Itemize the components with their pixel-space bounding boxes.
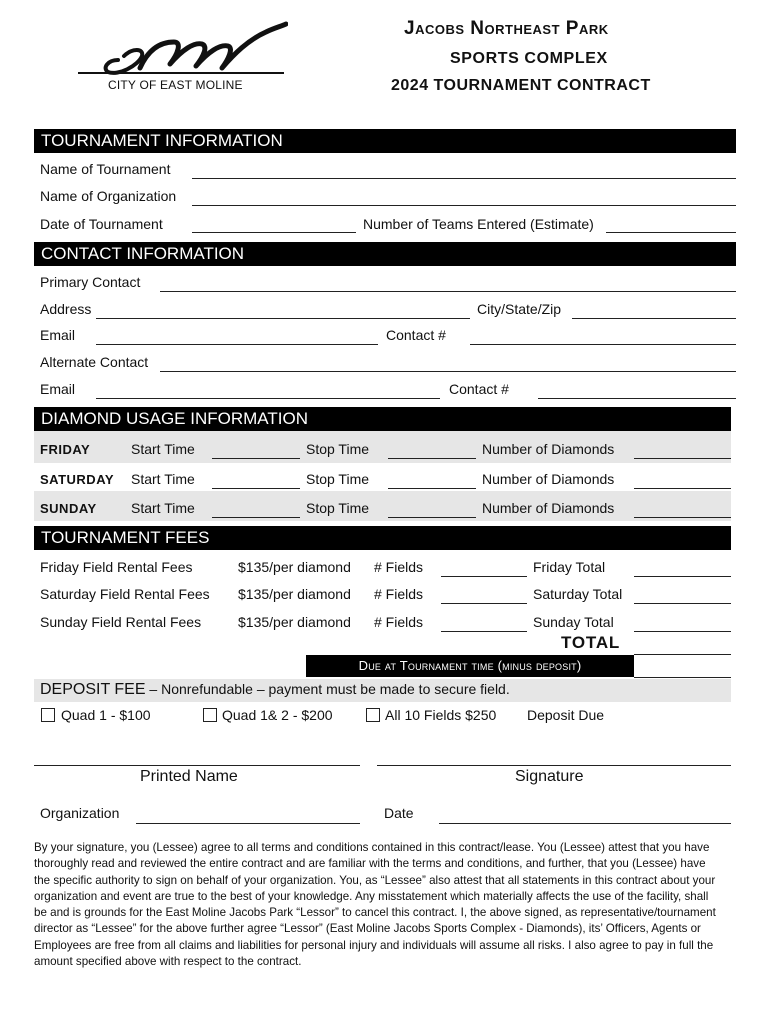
field-fee-total-saturday[interactable] <box>634 603 731 604</box>
field-sunday-stop[interactable] <box>388 517 476 518</box>
field-fee-total-friday[interactable] <box>634 576 731 577</box>
label-city-state-zip: City/State/Zip <box>477 301 562 317</box>
em-logo-icon <box>78 20 288 80</box>
deposit-heading-row <box>40 681 510 699</box>
field-date-of-tournament[interactable] <box>192 232 356 233</box>
label-stop-time: Stop Time <box>306 500 370 516</box>
field-organization[interactable] <box>136 823 360 824</box>
page-title-contract: 2024 TOURNAMENT CONTRACT <box>391 77 651 94</box>
label-alternate-contact: Alternate Contact <box>40 354 149 370</box>
page-title-park: Jacobs Northeast Park <box>404 18 609 39</box>
label-date-of-tournament: Date of Tournament <box>40 216 163 232</box>
city-logo <box>78 20 288 96</box>
checkbox-all-fields[interactable] <box>366 708 380 722</box>
fee-total-label-sunday: Sunday Total <box>533 614 614 630</box>
field-alternate-contact[interactable] <box>160 371 736 372</box>
fee-fields-label-saturday: # Fields <box>374 586 424 602</box>
field-name-of-organization[interactable] <box>192 205 736 206</box>
field-fee-total-sunday[interactable] <box>634 631 731 632</box>
printed-name-label: Printed Name <box>140 768 238 785</box>
deposit-note: – Nonrefundable – payment must be made to secure field. <box>145 681 510 697</box>
checkbox-quad-1-2[interactable] <box>203 708 217 722</box>
section-tournament-fees: TOURNAMENT FEES <box>34 526 731 550</box>
field-saturday-stop[interactable] <box>388 488 476 489</box>
label-email-2: Email <box>40 381 76 397</box>
day-saturday: SATURDAY <box>40 472 115 487</box>
field-fee-fields-friday[interactable] <box>441 576 527 577</box>
day-friday: FRIDAY <box>40 442 91 457</box>
option-all-fields: All 10 Fields $250 <box>385 707 497 723</box>
field-saturday-diamonds[interactable] <box>634 488 731 489</box>
fee-rate-saturday: $135/per diamond <box>238 586 351 602</box>
field-name-of-tournament[interactable] <box>192 178 736 179</box>
page-title-complex: SPORTS COMPLEX <box>450 50 608 67</box>
legal-terms: By your signature, you (Lessee) agree to all terms and conditions contained in this contract/lease. You (Lessee) attest that you have thoroughly read and reviewed the entire contract and are familiar with the terms and conditions, and further, that you (Lessee) have the specific authority to sign on behalf of your organization. You, as “Lessee” also attest that all statements in this contract about your organization and event are true to the best of your knowledge. Any misstatement which materially affects the use of the facility, shall be and is grounds for the East Moline Jacobs Park “Lessor” to cancel this contract. I, the above signed, as representative/tournament director as “Lessee” for the above further agree “Lessor” (East Moline Jacobs Sports Complex - Diamonds), its’ Officers, Agents or Employees are free from all claims and liabilities for personal injury and individuals will assume all risks. I also agree to pay in full the amount specified above with respect to the contract. <box>34 841 716 969</box>
field-fee-fields-saturday[interactable] <box>441 603 527 604</box>
label-number-of-diamonds: Number of Diamonds <box>482 441 615 457</box>
section-contact-info: CONTACT INFORMATION <box>34 242 736 266</box>
field-email-2[interactable] <box>96 398 440 399</box>
label-name-of-tournament: Name of Tournament <box>40 161 171 177</box>
field-total[interactable] <box>634 654 731 655</box>
field-city-state-zip[interactable] <box>572 318 736 319</box>
field-fee-fields-sunday[interactable] <box>441 631 527 632</box>
deposit-due-label: Deposit Due <box>527 707 605 723</box>
label-email: Email <box>40 327 76 343</box>
field-address[interactable] <box>96 318 470 319</box>
label-contact-number-2: Contact # <box>449 381 509 397</box>
deposit-heading: DEPOSIT FEE <box>40 681 146 698</box>
field-contact-number-2[interactable] <box>538 398 736 399</box>
city-name: CITY OF EAST MOLINE <box>108 78 243 92</box>
field-number-of-teams[interactable] <box>606 232 736 233</box>
field-printed-name[interactable] <box>34 765 360 766</box>
label-number-of-diamonds: Number of Diamonds <box>482 471 615 487</box>
section-diamond-usage: DIAMOND USAGE INFORMATION <box>34 407 731 431</box>
label-stop-time: Stop Time <box>306 471 370 487</box>
checkbox-quad-1[interactable] <box>41 708 55 722</box>
field-friday-diamonds[interactable] <box>634 458 731 459</box>
label-address: Address <box>40 301 92 317</box>
label-primary-contact: Primary Contact <box>40 274 141 290</box>
label-name-of-organization: Name of Organization <box>40 188 177 204</box>
due-at-tournament-label: Due at Tournament time (minus deposit) <box>306 655 634 677</box>
fee-total-label-friday: Friday Total <box>533 559 606 575</box>
label-number-of-diamonds: Number of Diamonds <box>482 500 615 516</box>
signature-label: Signature <box>515 768 584 785</box>
field-email[interactable] <box>96 344 378 345</box>
field-sunday-diamonds[interactable] <box>634 517 731 518</box>
label-stop-time: Stop Time <box>306 441 370 457</box>
fee-rate-friday: $135/per diamond <box>238 559 351 575</box>
field-sunday-start[interactable] <box>212 517 300 518</box>
label-start-time: Start Time <box>131 441 195 457</box>
option-quad-1-2: Quad 1& 2 - $200 <box>222 707 333 723</box>
label-start-time: Start Time <box>131 500 195 516</box>
field-saturday-start[interactable] <box>212 488 300 489</box>
field-contact-number[interactable] <box>470 344 736 345</box>
section-tournament-info: TOURNAMENT INFORMATION <box>34 129 736 153</box>
fee-rate-sunday: $135/per diamond <box>238 614 351 630</box>
fee-fields-label-friday: # Fields <box>374 559 424 575</box>
date-label: Date <box>384 805 414 821</box>
total-label: TOTAL <box>561 633 621 652</box>
day-sunday: SUNDAY <box>40 501 97 516</box>
fee-fields-label-sunday: # Fields <box>374 614 424 630</box>
label-number-of-teams: Number of Teams Entered (Estimate) <box>363 216 594 232</box>
fee-label-saturday: Saturday Field Rental Fees <box>40 586 210 602</box>
label-contact-number: Contact # <box>386 327 446 343</box>
field-friday-start[interactable] <box>212 458 300 459</box>
option-quad-1: Quad 1 - $100 <box>61 707 151 723</box>
fee-total-label-saturday: Saturday Total <box>533 586 623 602</box>
field-primary-contact[interactable] <box>160 291 736 292</box>
field-friday-stop[interactable] <box>388 458 476 459</box>
field-signature[interactable] <box>377 765 731 766</box>
field-date[interactable] <box>439 823 731 824</box>
fee-label-sunday: Sunday Field Rental Fees <box>40 614 202 630</box>
field-due-at-tournament[interactable] <box>634 677 731 678</box>
organization-label: Organization <box>40 805 120 821</box>
fee-label-friday: Friday Field Rental Fees <box>40 559 193 575</box>
label-start-time: Start Time <box>131 471 195 487</box>
